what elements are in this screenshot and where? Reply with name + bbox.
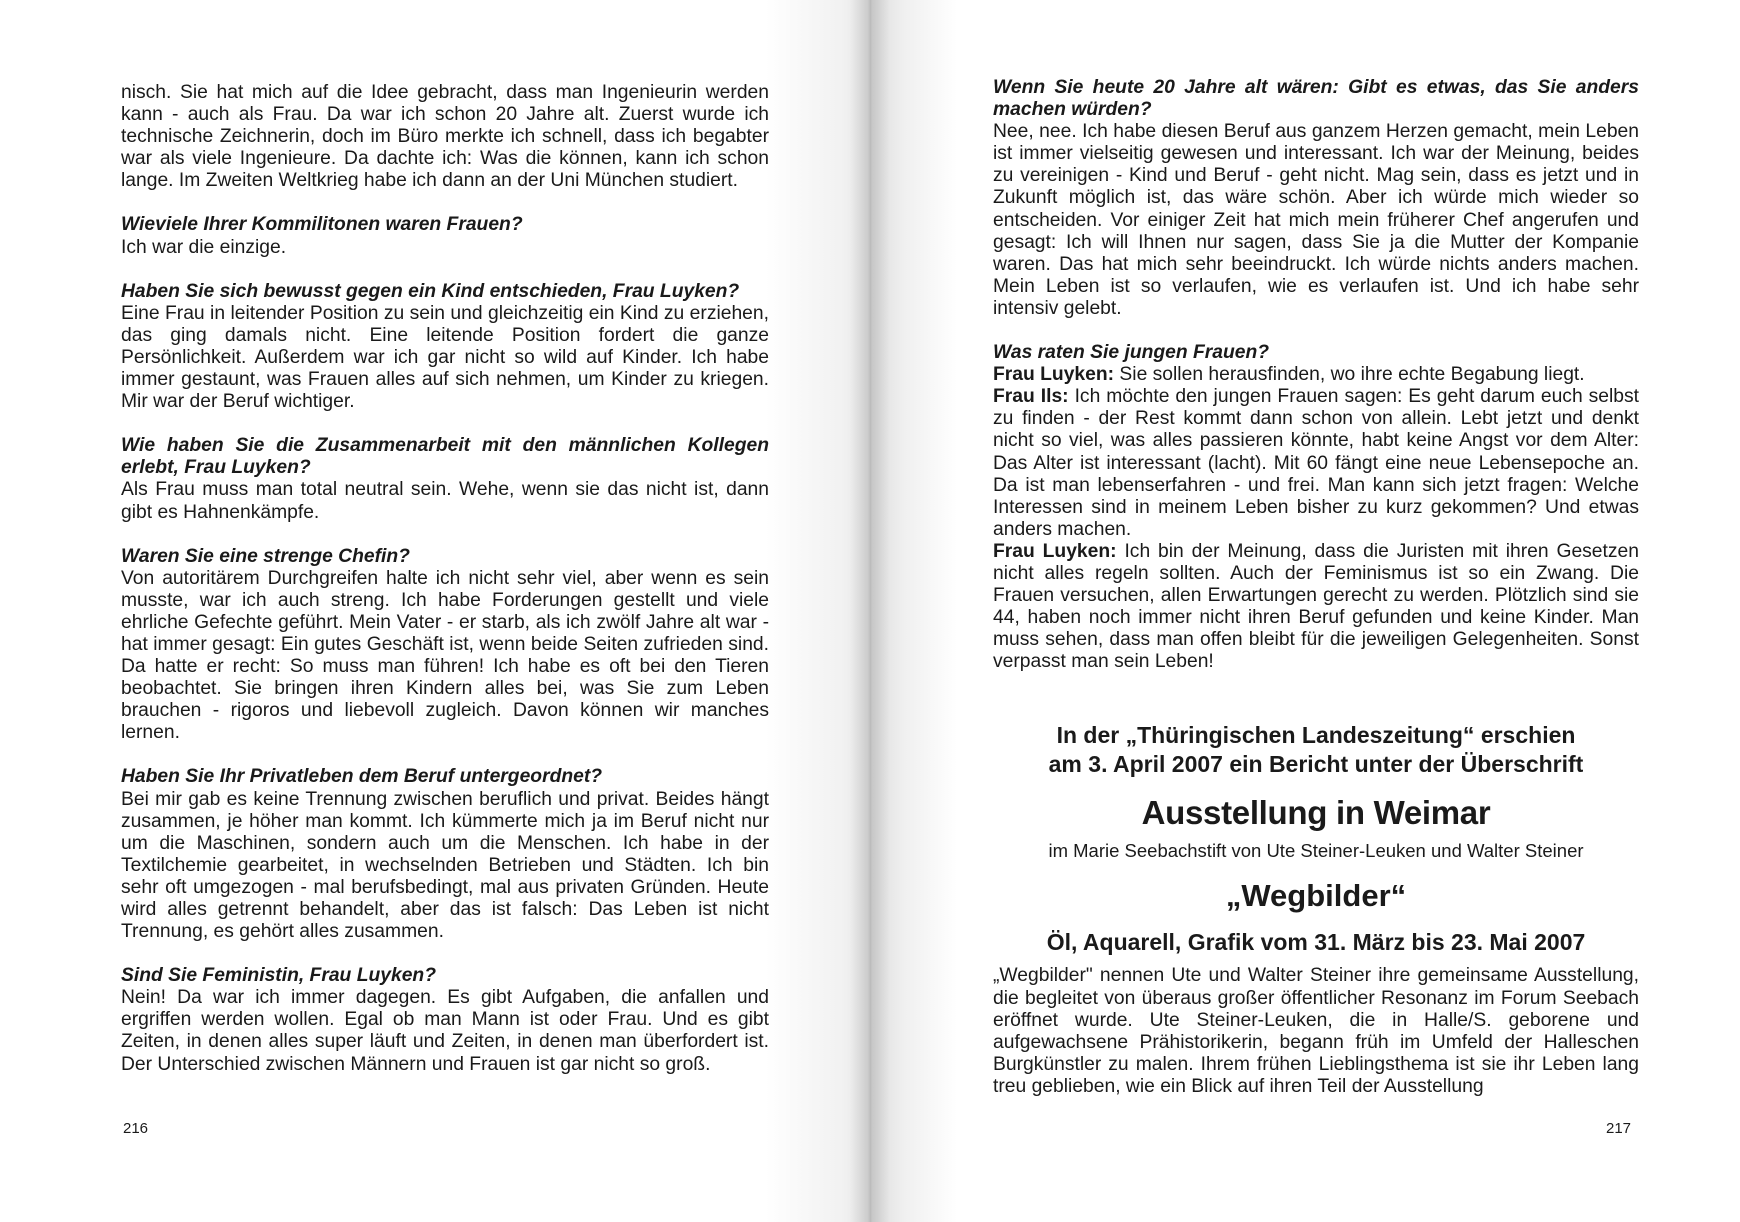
question: Waren Sie eine strenge Chefin?: [121, 545, 410, 567]
question: Haben Sie Ihr Privatleben dem Beruf untergeordnet?: [121, 766, 603, 788]
question: Wie haben Sie die Zusammenarbeit mit den männlichen Kollegen erlebt, Frau Luyken?: [121, 435, 769, 479]
exhibition-title: „Wegbilder“: [1225, 878, 1407, 914]
article-body: „Wegbilder" nennen Ute und Walter Steiner ihre gemeinsame Ausstellung, die begleitet von überaus großer öffentlicher Resonanz im Forum Seebach eröffnet wurde. Ute Steiner-Leuken, die in Halle/S. geborene und aufgewachsene Prähistorikerin, begann früh im Umfeld der Halleschen Burgkünstler zu malen. Ihrem frühen Lieblingsthema ist sie ihr Leben lang treu geblieben, wie ein Blick auf ihren Teil der Ausstellung: [993, 965, 1639, 1097]
right-page-column: [993, 77, 1639, 1098]
speaker-name: Frau Luyken:: [993, 364, 1115, 386]
article-intro-line-1: In der „Thüringischen Landeszeitung“ erschien: [1056, 722, 1576, 749]
qa-block-7: [993, 77, 1639, 320]
page-number: 216: [123, 1120, 149, 1137]
right-page: [870, 0, 1740, 1222]
answer: Nein! Da war ich immer dagegen. Es gibt Aufgaben, die anfallen und ergriffen werden wollen. Egal ob man Mann ist oder Frau. Und es gibt Zeiten, in denen alles super läuft und Zeiten, in denen man überfordert ist. Der Unterschied zwischen Männern und Frauen ist gar nicht so groß.: [121, 987, 769, 1075]
newspaper-article: [993, 721, 1639, 1098]
answer: Bei mir gab es keine Trennung zwischen beruflich und privat. Beides hängt zusammen, je höher man kommt. Ich kümmerte mich ja im Beruf nicht nur um die Maschinen, sondern auch um die Menschen. Ich habe in der Textilchemie gearbeitet, in wechselnden Betrieben und Städten. Ich bin sehr oft umgezogen - mal berufsbedingt, mal aus privaten Gründen. Heute wird alles getrennt behandelt, aber das ist falsch: Das Leben ist nicht Trennung, es gehört alles zusammen.: [121, 788, 769, 943]
reply-text: Sie sollen herausfinden, wo ihre echte Begabung liegt.: [1114, 364, 1585, 386]
intro-paragraph: [121, 82, 769, 192]
speaker-name: Frau Ils:: [993, 386, 1069, 408]
reply-3: [993, 541, 1639, 674]
reply-text: Ich bin der Meinung, dass die Juristen mit ihren Gesetzen nicht alles regeln sollten. Auch der Feminismus ist so ein Zwang. Die Frauen versuchen, allen Erwartungen gerecht zu werden. Plötzlich sind sie 44, haben noch immer nicht ihren Beruf gefunden und keine Kinder. Man muss sehen, dass man offen bleibt für die jeweiligen Gelegenheiten. Sonst verpasst man sein Leben!: [993, 540, 1639, 673]
answer: Von autoritärem Durchgreifen halte ich nicht sehr viel, aber wenn es sein musste, war ich auch streng. Ich habe Forderungen gestellt und viele ehrliche Gefechte geführt. Mein Vater - er starb, als ich zwölf Jahre alt war - hat immer gesagt: Ein gutes Geschäft ist, wenn beide Seiten zufrieden sind. Da hatte er recht: So muss man führen! Ich habe es oft bei den Tieren beobachtet. Sie bringen ihren Kindern alles bei, was Sie zum Leben brauchen - rigoros und liebevoll zugleich. Davon können wir manches lernen.: [121, 567, 769, 744]
question: Haben Sie sich bewusst gegen ein Kind entschieden, Frau Luyken?: [121, 280, 740, 302]
reply-text: Ich möchte den jungen Frauen sagen: Es geht darum euch selbst zu finden - der Rest kommt dann schon von allein. Lebt jetzt und denkt nicht so viel, was alles passieren könnte, habt keine Angst vor dem Alter: Das Alter ist interessant (lacht). Mit 60 fängt eine neue Lebensepoche an. Da ist man lebenserfahren - und frei. Man kann sich jetzt fragen: Welche Interessen sind in meinem Leben bisher zu kurz gekommen? Und etwas anders machen.: [993, 386, 1640, 540]
question: Wenn Sie heute 20 Jahre alt wären: Gibt es etwas, das Sie anders machen würden?: [993, 77, 1639, 121]
article-headline: Ausstellung in Weimar: [1141, 794, 1491, 832]
question: Was raten Sie jungen Frauen?: [993, 342, 1270, 364]
article-intro-line-2: am 3. April 2007 ein Bericht unter der Überschrift: [1048, 751, 1584, 778]
qa-block-1: [121, 214, 769, 258]
exhibition-dates: Öl, Aquarell, Grafik vom 31. März bis 23. Mai 2007: [1046, 929, 1586, 956]
page-number: 217: [1606, 1120, 1632, 1137]
answer: Nee, nee. Ich habe diesen Beruf aus ganzem Herzen gemacht, mein Leben ist immer vielseitig gewesen und interessant. Ich war der Meinung, beides zu vereinigen - Kind und Beruf - geht nicht. Mag sein, dass es jetzt und in Zukunft möglich ist, das wäre schön. Aber ich würde mich wieder so entscheiden. Vor einiger Zeit hat mich mein früherer Chef angerufen und gesagt: Ich will Ihnen nur sagen, dass Sie ja die Mutter der Kompanie waren. Das hat mich sehr beeindruckt. Ich würde nichts anders machen. Mein Leben ist so verlaufen, wie es verlaufen ist. Und ich habe sehr intensiv gelebt.: [993, 121, 1639, 319]
reply-2: [993, 386, 1639, 541]
qa-block-5: [121, 766, 769, 943]
qa-block-8: [993, 342, 1639, 673]
article-subline: im Marie Seebachstift von Ute Steiner-Leuken und Walter Steiner: [1048, 840, 1584, 862]
article-intro: [993, 721, 1639, 779]
speaker-name: Frau Luyken:: [993, 540, 1117, 562]
question: Wieviele Ihrer Kommilitonen waren Frauen?: [121, 214, 523, 236]
answer: Als Frau muss man total neutral sein. Wehe, wenn sie das nicht ist, dann gibt es Hahnenkämpfe.: [121, 479, 769, 523]
qa-block-4: [121, 546, 769, 745]
answer: Ich war die einzige.: [121, 236, 287, 258]
answer: Eine Frau in leitender Position zu sein und gleichzeitig ein Kind zu erziehen, das ging damals nicht. Eine leitende Position fordert die ganze Persönlichkeit. Außerdem war ich gar nicht so wild auf Kinder. Ich habe immer gestaunt, was Frauen alles auf sich nehmen, um Kinder zu kriegen. Mir war der Beruf wichtiger.: [121, 302, 769, 413]
question: Sind Sie Feministin, Frau Luyken?: [121, 965, 436, 987]
intro-paragraph-text: nisch. Sie hat mich auf die Idee gebracht, dass man Ingenieurin werden kann - auch als Frau. Da war ich schon 20 Jahre alt. Zuerst wurde ich technische Zeichnerin, doch im Büro merkte ich schnell, dass ich begabter war als viele Ingenieure. Da dachte ich: Was die können, kann ich schon lange. Im Zweiten Weltkrieg habe ich dann an der Uni München studiert.: [121, 82, 769, 192]
reply-1: [993, 364, 1639, 386]
qa-block-6: [121, 965, 769, 1075]
left-page-column: [121, 82, 769, 1098]
qa-block-3: [121, 435, 769, 523]
qa-block-2: [121, 281, 769, 414]
